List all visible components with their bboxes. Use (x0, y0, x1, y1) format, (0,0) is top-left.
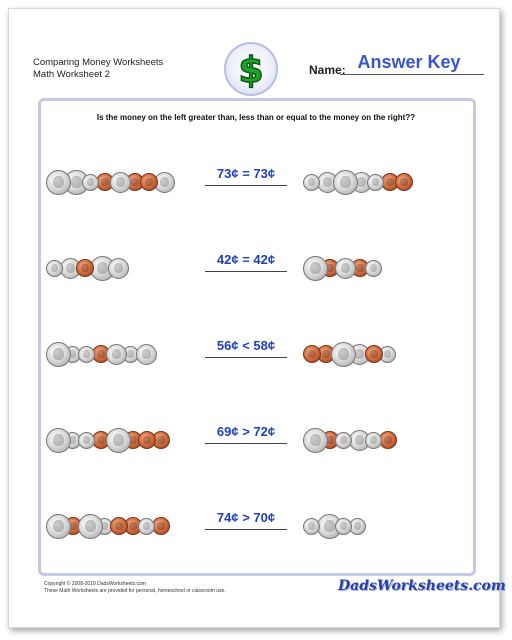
dime-coin (82, 174, 99, 191)
right-coins (303, 162, 463, 202)
right-coins (303, 506, 463, 546)
name-label: Name: (309, 63, 346, 77)
dime-coin (303, 518, 320, 535)
quarter-coin (46, 514, 71, 539)
problem-row (0, 248, 512, 288)
dime-coin (367, 174, 384, 191)
penny-coin (138, 431, 156, 449)
worksheet-subtitle: Math Worksheet 2 (33, 69, 110, 80)
right-coins (303, 420, 463, 460)
dime-coin (335, 432, 352, 449)
left-coins (46, 334, 206, 374)
problem-row (0, 334, 512, 374)
left-coins (46, 248, 206, 288)
penny-coin (76, 259, 94, 277)
penny-coin (365, 345, 383, 363)
nickel-coin (136, 344, 157, 365)
nickel-coin (110, 172, 131, 193)
right-coins (303, 248, 463, 288)
quarter-coin (46, 428, 71, 453)
left-coins (46, 162, 206, 202)
left-coins (46, 420, 206, 460)
problem-row (0, 162, 512, 202)
dime-coin (78, 346, 95, 363)
comparison-answer: 69¢ > 72¢ (216, 424, 276, 439)
quarter-coin (46, 342, 71, 367)
comparison-answer: 42¢ = 42¢ (216, 252, 276, 267)
comparison-answer: 73¢ = 73¢ (216, 166, 276, 181)
comparison-answer: 56¢ < 58¢ (216, 338, 276, 353)
comparison-answer: 74¢ > 70¢ (216, 510, 276, 525)
quarter-coin (303, 428, 328, 453)
dollar-sign-icon (224, 42, 278, 96)
worksheet-title: Comparing Money Worksheets (33, 57, 164, 68)
dime-coin (303, 174, 320, 191)
answer-line (205, 443, 287, 444)
penny-coin (110, 517, 128, 535)
dime-coin (365, 260, 382, 277)
nickel-coin (335, 258, 356, 279)
quarter-coin (106, 428, 131, 453)
answer-line (205, 271, 287, 272)
answer-line (205, 185, 287, 186)
question-text: Is the money on the left greater than, less than or equal to the money on the right?? (96, 113, 416, 122)
answer-line (205, 529, 287, 530)
quarter-coin (333, 170, 358, 195)
dime-coin (138, 518, 155, 535)
quarter-coin (46, 170, 71, 195)
left-coins (46, 506, 206, 546)
right-coins (303, 334, 463, 374)
copyright-text: Copyright © 2008-2019 DadsWorksheets.com (44, 581, 146, 587)
quarter-coin (303, 256, 328, 281)
penny-coin (395, 173, 413, 191)
answer-key-text: Answer Key (357, 52, 461, 72)
usage-notice: These Math Worksheets are provided for personal, homeschool or classroom use. (44, 588, 226, 594)
brand-logo: DadsWorksheets.com (338, 578, 506, 594)
dime-coin (78, 432, 95, 449)
dime-coin (335, 518, 352, 535)
nickel-coin (106, 344, 127, 365)
penny-coin (303, 345, 321, 363)
dime-coin (46, 260, 63, 277)
answer-line (205, 357, 287, 358)
nickel-coin (108, 258, 129, 279)
quarter-coin (78, 514, 103, 539)
svg-text:$: $ (238, 50, 264, 91)
name-line (340, 74, 484, 75)
penny-coin (140, 173, 158, 191)
problem-row (0, 506, 512, 546)
problem-row (0, 420, 512, 460)
quarter-coin (331, 342, 356, 367)
dime-coin (365, 432, 382, 449)
